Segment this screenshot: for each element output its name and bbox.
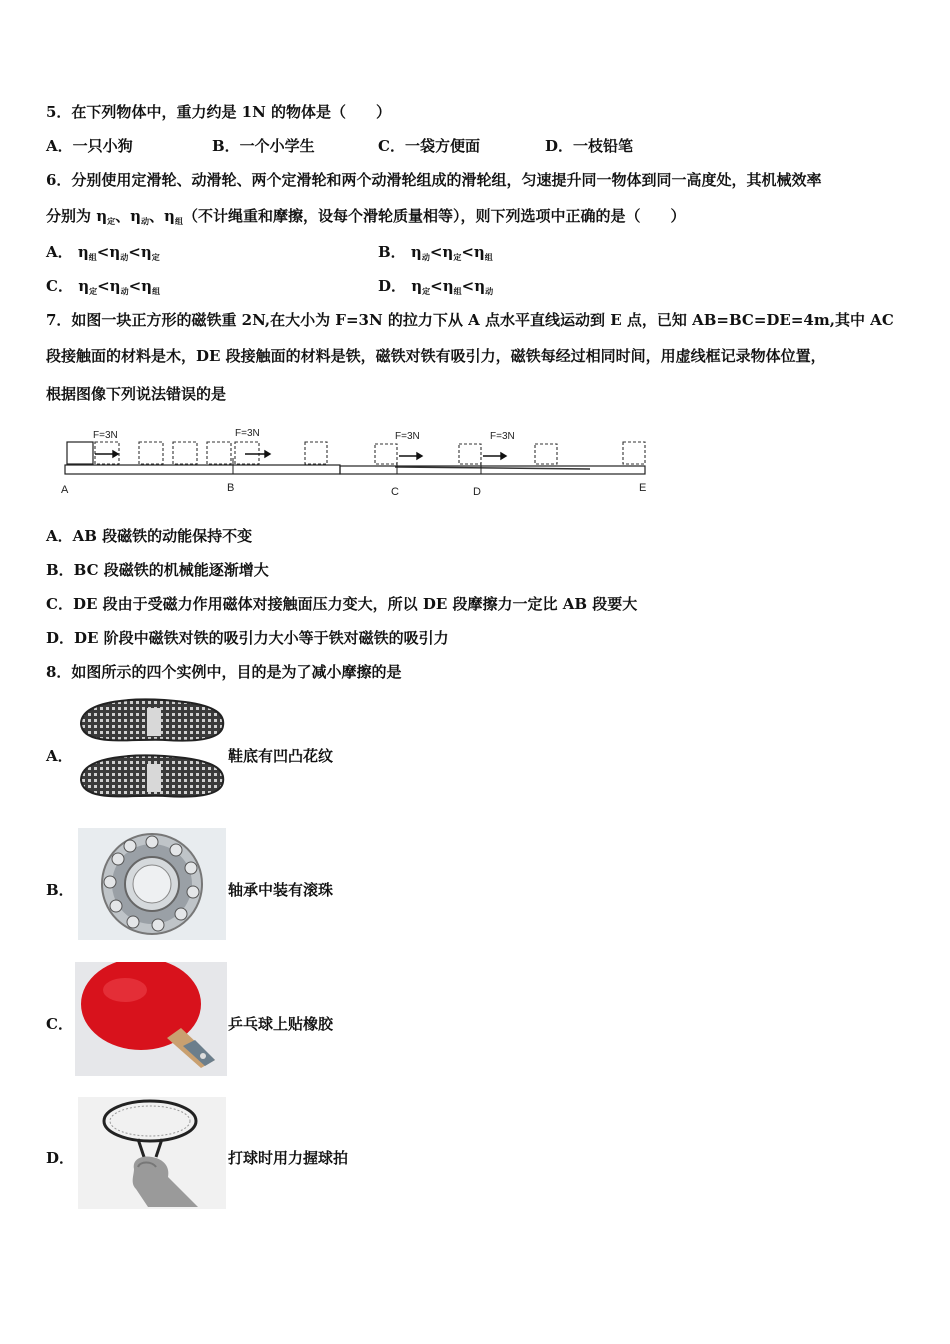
position-box — [173, 442, 197, 464]
force-label: F=3N — [395, 431, 420, 442]
position-box — [459, 444, 481, 464]
position-box — [207, 442, 231, 464]
force-label: F=3N — [490, 431, 515, 442]
q5-stem: 5．在下列物体中，重力约是 1N 的物体是（ ） — [46, 103, 392, 121]
q6-option-d: D． $\eta_定<\eta_组<\eta_动$ — [378, 277, 494, 296]
q8-stem: 8．如图所示的四个实例中，目的是为了减小摩擦的是 — [46, 663, 402, 681]
point-label-c: C — [391, 486, 399, 498]
position-box — [305, 442, 327, 464]
q5-option-d: D．一枝铅笔 — [545, 137, 634, 155]
q6-option-b: B． $\eta_动<\eta_定<\eta_组$ — [378, 243, 493, 262]
q8-letter-b: B． — [46, 881, 74, 899]
point-label-b: B — [227, 482, 235, 494]
q8-letter-d: D． — [46, 1149, 75, 1167]
track-iron — [340, 466, 645, 474]
ping-pong-paddle-image — [75, 962, 227, 1076]
q7-option-a: A．AB 段磁铁的动能保持不变 — [46, 527, 253, 545]
q7-option-c: C．DE 段由于受磁力作用磁体对接触面压力变大，所以 DE 段摩擦力一定比 AB 段要大 — [46, 595, 638, 613]
q6-option-c: C． $\eta_定<\eta_动<\eta_组$ — [46, 277, 161, 296]
ball-bearing-image — [78, 828, 226, 940]
position-box — [139, 442, 163, 464]
q5-option-b: B．一个小学生 — [212, 137, 315, 155]
track-wood — [65, 465, 340, 474]
position-box — [535, 444, 557, 464]
q6-option-a: A． $\eta_组<\eta_动<\eta_定$ — [46, 243, 160, 262]
q8-letter-a: A． — [46, 747, 73, 765]
q7-option-d: D．DE 阶段中磁铁对铁的吸引力大小等于铁对磁铁的吸引力 — [46, 629, 449, 647]
q8-caption-a: 鞋底有凹凸花纹 — [228, 747, 334, 765]
q6-stem-line2: 分别为 $\eta_定$、$\eta_动$、$\eta_组$（不计绳重和摩擦，设每个滑轮质量相等），则下列选项中正确的是（ ） — [46, 207, 686, 226]
force-label: F=3N — [235, 428, 260, 439]
shoe-sole-image — [75, 694, 227, 806]
force-label: F=3N — [93, 430, 118, 441]
q5-option-a: A．一只小狗 — [46, 137, 133, 155]
position-box — [235, 442, 259, 464]
point-label-d: D — [473, 486, 481, 498]
q6-stem-line1: 6．分别使用定滑轮、动滑轮、两个定滑轮和两个动滑轮组成的滑轮组，匀速提升同一物体到同一高度处，其机械效率 — [46, 171, 822, 189]
q8-caption-c: 乒乓球上贴橡胶 — [228, 1015, 334, 1033]
q7-option-b: B．BC 段磁铁的机械能逐渐增大 — [46, 561, 269, 579]
q7-stem-line3: 根据图像下列说法错误的是 — [46, 385, 227, 403]
q8-caption-b: 轴承中装有滚珠 — [228, 881, 334, 899]
position-box — [623, 442, 645, 464]
magnet-motion-diagram — [55, 418, 665, 502]
q8-letter-c: C． — [46, 1015, 73, 1033]
q5-option-c: C．一袋方便面 — [378, 137, 480, 155]
q8-caption-d: 打球时用力握球拍 — [228, 1149, 349, 1167]
racket-grip-image — [78, 1097, 226, 1209]
q7-stem-line2: 段接触面的材料是木，DE 段接触面的材料是铁，磁铁对铁有吸引力，磁铁每经过相同时间，用虚线框记录物体位置， — [46, 347, 826, 365]
magnet-block — [67, 442, 93, 464]
point-label-a: A — [61, 484, 69, 496]
q7-stem-line1: 7．如图一块正方形的磁铁重 2N,在大小为 F=3N 的拉力下从 A 点水平直线运动到 E 点，已知 AB=BC=DE=4m,其中 AC — [46, 311, 894, 329]
position-box — [375, 444, 397, 464]
point-label-e: E — [639, 482, 647, 494]
